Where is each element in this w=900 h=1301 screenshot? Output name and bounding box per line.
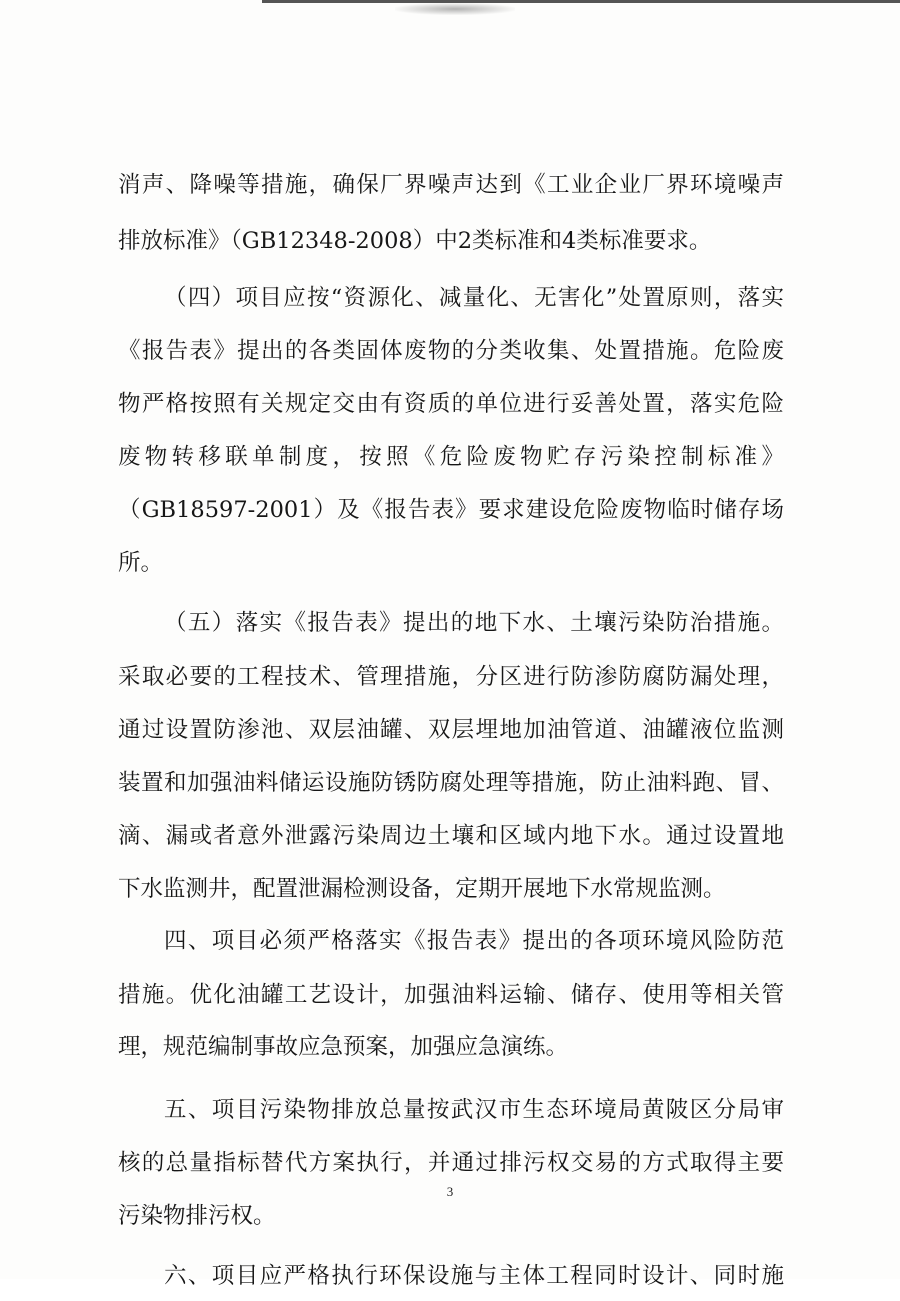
paragraph-4-line-4: 废物转移联单制度，按照《危险废物贮存污染控制标准》 [118, 444, 784, 470]
paragraph-4-line-2: 《报告表》提出的各类固体废物的分类收集、处置措施。危险废 [118, 338, 784, 364]
paragraph-5-line-1: （五）落实《报告表》提出的地下水、土壤污染防治措施。 [164, 610, 784, 636]
scan-edge [262, 0, 900, 3]
paragraph-5-line-6: 下水监测井，配置泄漏检测设备，定期开展地下水常规监测。 [118, 876, 726, 902]
text-line-2: 排放标准》（GB12348-2008）中2类标准和4类标准要求。 [118, 228, 712, 254]
page-number: 3 [446, 1184, 454, 1199]
paragraph-5-line-3: 通过设置防渗池、双层油罐、双层埋地加油管道、油罐液位监测 [118, 717, 784, 743]
section-5-line-3: 污染物排污权。 [118, 1203, 276, 1229]
paragraph-5-line-2: 采取必要的工程技术、管理措施，分区进行防渗防腐防漏处理， [118, 664, 784, 690]
section-4-line-3: 理，规范编制事故应急预案，加强应急演练。 [118, 1034, 569, 1060]
paragraph-4-line-5: （GB18597-2001）及《报告表》要求建设危险废物临时储存场 [118, 497, 784, 523]
body-text [118, 160, 784, 1301]
paragraph-5-line-5: 滴、漏或者意外泄露污染周边土壤和区域内地下水。通过设置地 [118, 823, 784, 849]
paragraph-4-line-6: 所。 [118, 550, 164, 576]
paragraph-5-line-4: 装置和加强油料储运设施防锈防腐处理等措施，防止油料跑、冒、 [118, 770, 784, 796]
section-6-line-1: 六、项目应严格执行环保设施与主体工程同时设计、同时施 [164, 1263, 784, 1289]
paragraph-4-line-1: （四）项目应按“资源化、减量化、无害化”处置原则，落实 [164, 285, 784, 311]
section-5-line-2: 核的总量指标替代方案执行，并通过排污权交易的方式取得主要 [118, 1150, 784, 1176]
section-4-line-2: 措施。优化油罐工艺设计，加强油料运输、储存、使用等相关管 [118, 982, 784, 1008]
scan-smudge [395, 3, 515, 15]
section-4-line-1: 四、项目必须严格落实《报告表》提出的各项环境风险防范 [164, 928, 784, 954]
section-5-line-1: 五、项目污染物排放总量按武汉市生态环境局黄陂区分局审 [164, 1097, 784, 1123]
text-line-1: 消声、降噪等措施，确保厂界噪声达到《工业企业厂界环境噪声 [118, 172, 784, 198]
paragraph-4-line-3: 物严格按照有关规定交由有资质的单位进行妥善处置，落实危险 [118, 391, 784, 417]
